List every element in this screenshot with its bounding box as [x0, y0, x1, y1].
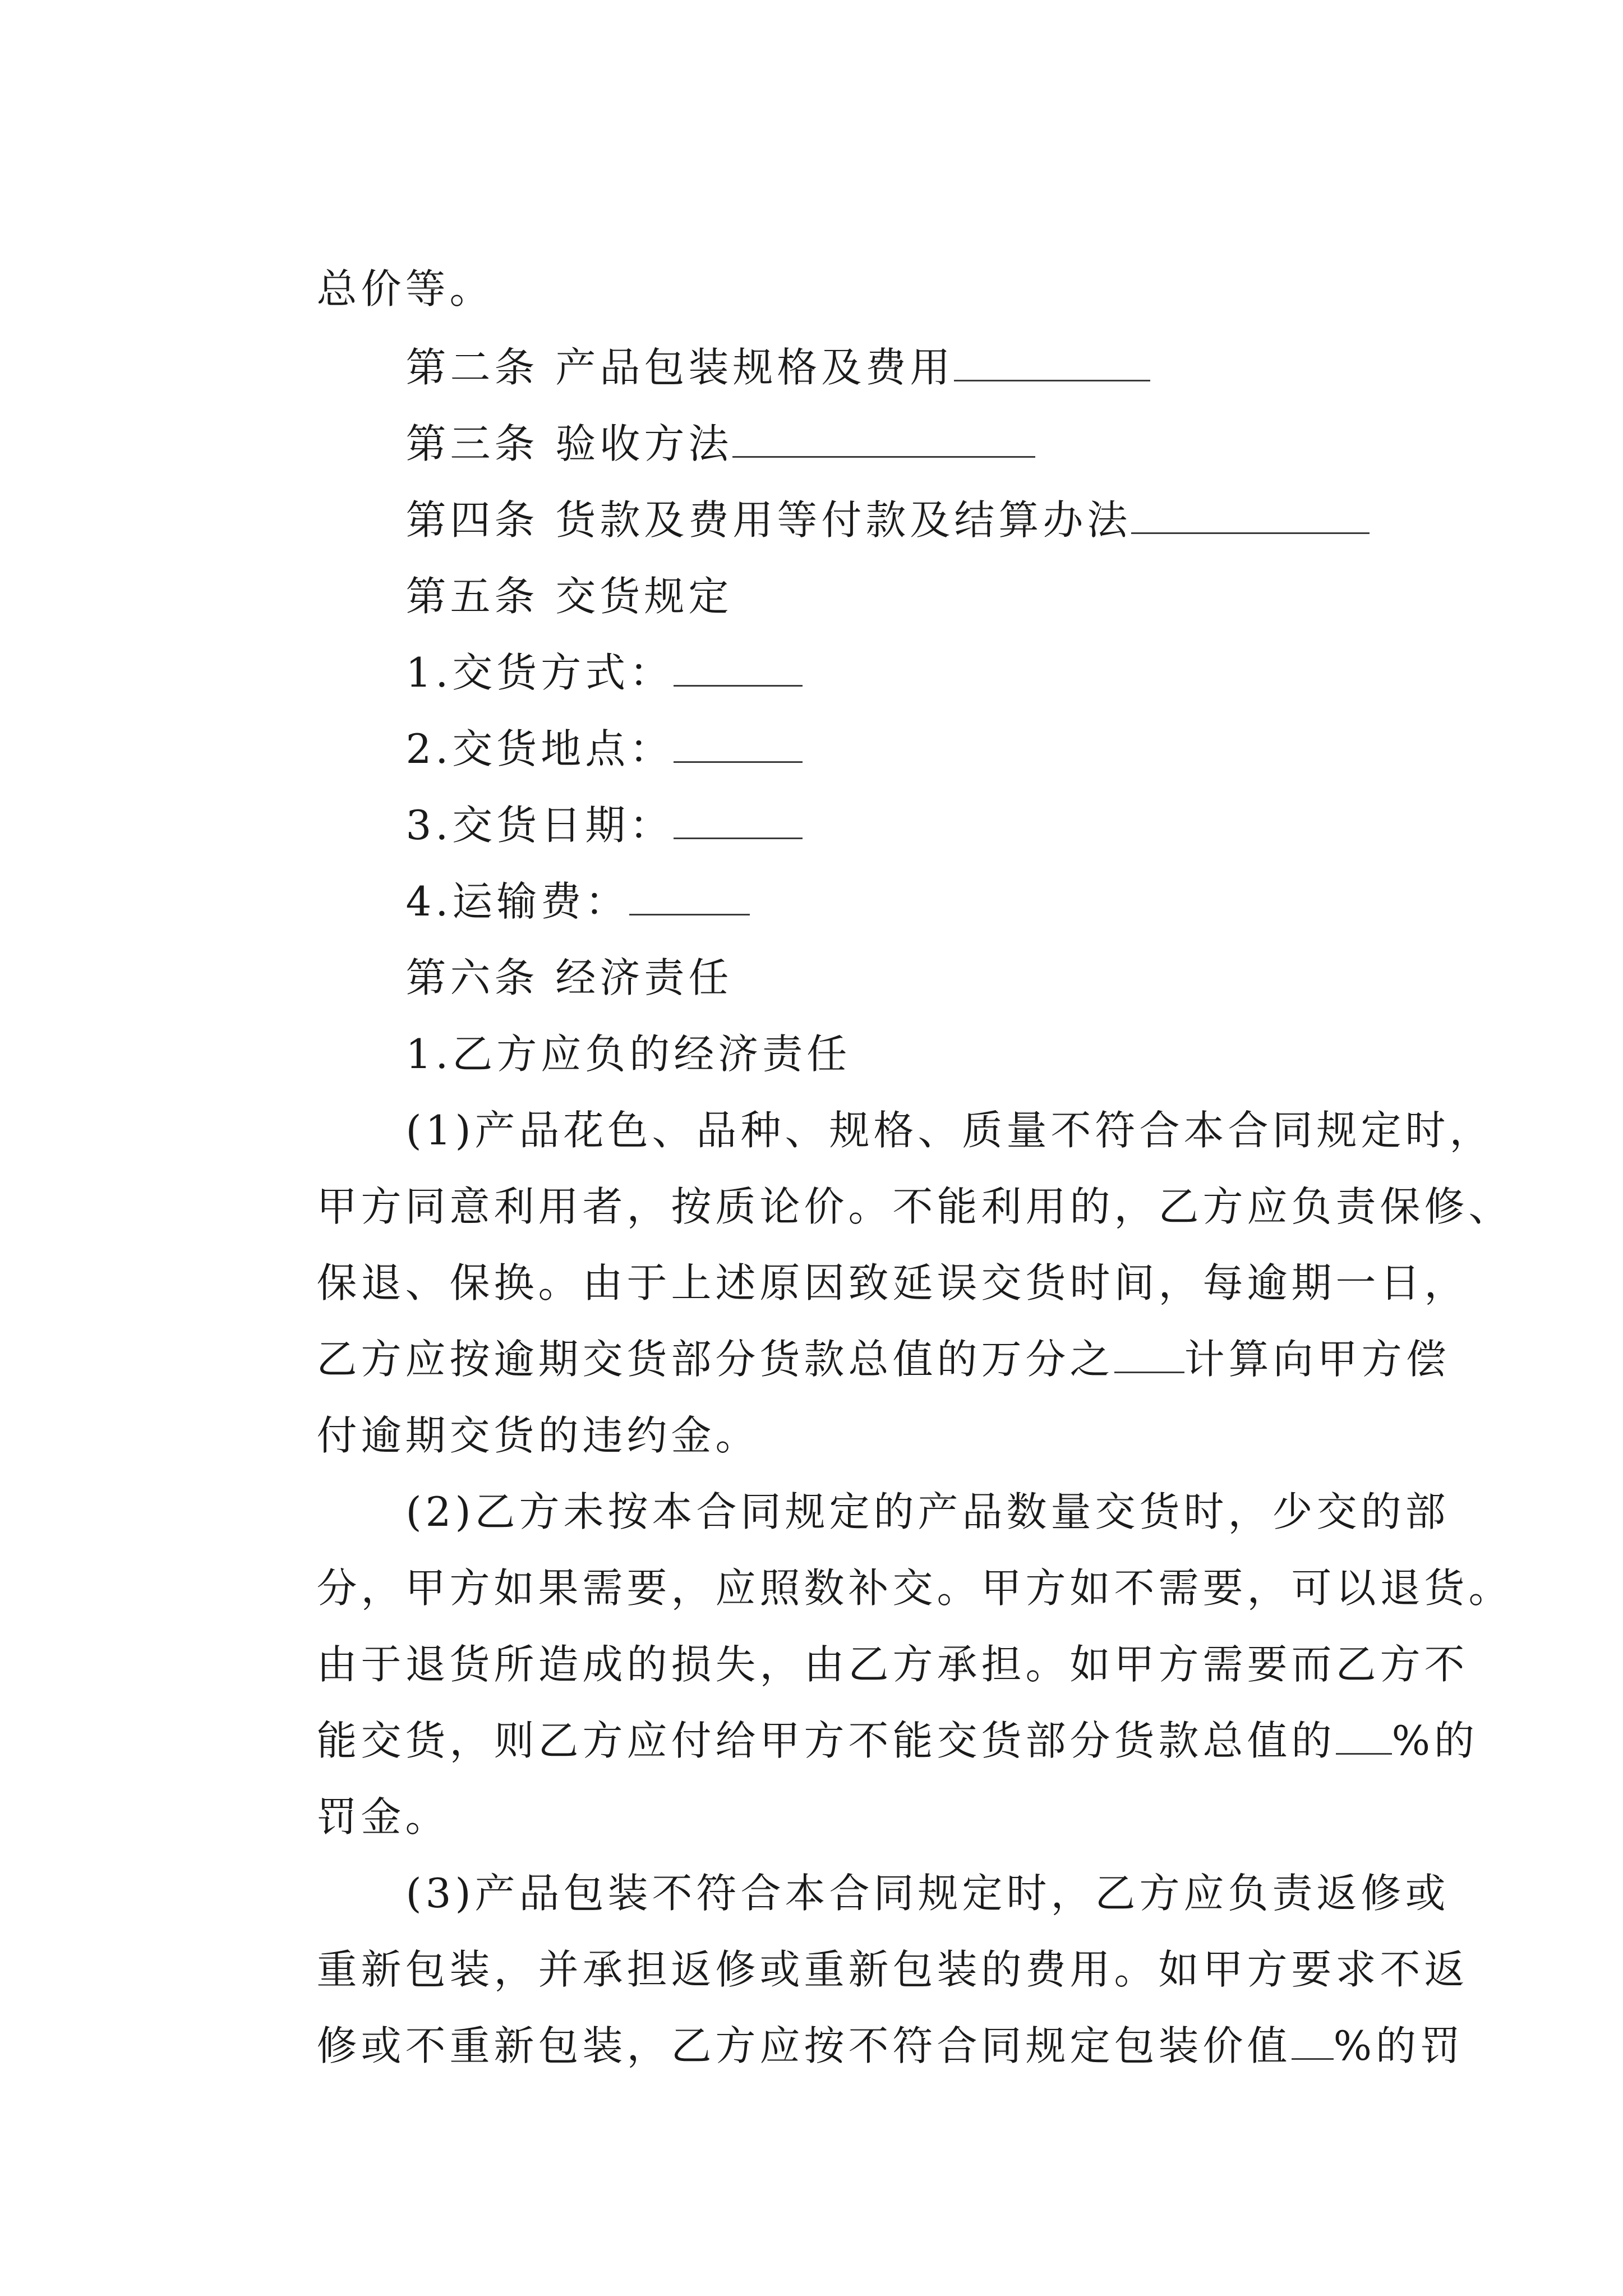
- text-segment: 修或不重新包装，乙方应按不符合同规定包装价值: [316, 2022, 1292, 2069]
- text-segment: 分，甲方如果需要，应照数补交。甲方如不需要，可以退货。: [316, 1565, 1513, 1612]
- text-segment: (2)乙方未按本合同规定的产品数量交货时，少交的部: [405, 1488, 1450, 1535]
- text-segment: 甲方同意利用者，按质论价。不能利用的，乙方应负责保修、: [316, 1183, 1513, 1230]
- text-segment: 计算向甲方偿: [1184, 1336, 1450, 1383]
- text-segment: 付逾期交货的违约金。: [316, 1412, 760, 1459]
- text-segment: 重新包装，并承担返修或重新包装的费用。如甲方要求不返: [316, 1946, 1469, 1993]
- text-segment: 2.交货地点：: [405, 725, 674, 772]
- text-segment: 罚金。: [316, 1793, 450, 1841]
- text-segment: 3.交货日期：: [405, 802, 674, 849]
- text-segment: %的: [1391, 1717, 1478, 1764]
- text-segment: 第四条 货款及费用等付款及结算办法: [405, 496, 1132, 544]
- text-segment: 乙方应按逾期交货部分货款总值的万分之: [316, 1336, 1114, 1383]
- text-segment: 4.运输费：: [405, 878, 630, 925]
- text-segment: 第五条 交货规定: [405, 573, 733, 620]
- text-segment: 第六条 经济责任: [405, 954, 733, 1001]
- text-segment: 保退、保换。由于上述原因致延误交货时间，每逾期一日，: [316, 1259, 1469, 1306]
- text-segment: 1.乙方应负的经济责任: [405, 1030, 851, 1078]
- text-segment: (1)产品花色、品种、规格、质量不符合本合同规定时，: [405, 1107, 1494, 1154]
- blank-field[interactable]: [1114, 1335, 1184, 1373]
- text-segment: 能交货，则乙方应付给甲方不能交货部分货款总值的: [316, 1717, 1336, 1764]
- text-line: [250, 1970, 1464, 2122]
- text-segment: 总价等。: [316, 265, 494, 312]
- text-segment: 第二条 产品包装规格及费用: [405, 344, 955, 391]
- text-segment: 1.交货方式：: [405, 649, 674, 696]
- blank-field[interactable]: [1336, 1716, 1392, 1755]
- text-segment: 由于退货所造成的损失，由乙方承担。如甲方需要而乙方不: [316, 1641, 1469, 1688]
- text-segment: (3)产品包装不符合本合同规定时，乙方应负责返修或: [405, 1870, 1450, 1917]
- text-segment: 第三条 验收方法: [405, 420, 733, 467]
- text-segment: %的罚: [1333, 2022, 1464, 2069]
- blank-field[interactable]: [1131, 495, 1370, 534]
- blank-field[interactable]: [1292, 2021, 1334, 2060]
